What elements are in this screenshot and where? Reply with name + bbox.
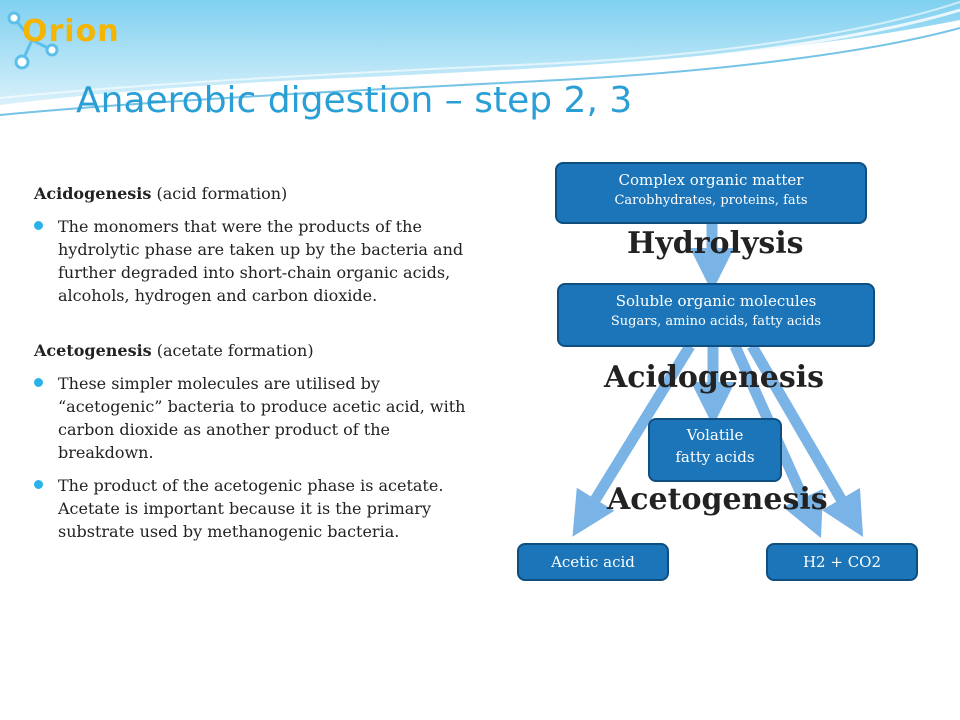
heading-term: Acidogenesis <box>34 184 152 203</box>
box-line2: Carobhydrates, proteins, fats <box>614 193 808 208</box>
heading-paren: (acid formation) <box>151 184 288 203</box>
heading-term: Acetogenesis <box>34 341 152 360</box>
box-complex-organic-matter <box>555 162 867 224</box>
stage-label-hydrolysis: Hydrolysis <box>627 226 804 261</box>
box-line1: Complex organic matter <box>618 171 804 189</box>
box-line1: Soluble organic molecules <box>615 292 817 310</box>
box-label: Acetic acid <box>551 553 635 571</box>
stage-label-acidogenesis: Acidogenesis <box>604 360 825 395</box>
box-acetic-acid <box>517 543 669 581</box>
box-volatile-fatty-acids <box>648 418 782 482</box>
box-label: H2 + CO2 <box>802 553 882 571</box>
heading-paren: (acetate formation) <box>151 341 314 360</box>
box-line1: Volatile <box>686 426 744 444</box>
orion-logo: Orion <box>22 14 120 49</box>
bullet-text: The product of the acetogenic phase is acetate. Acetate is important because it is the primary substrate used by methanogenic bacteria. <box>58 476 444 541</box>
box-line2: Sugars, amino acids, fatty acids <box>610 314 822 329</box>
bullet-text: These simpler molecules are utilised by “acetogenic” bacteria to produce acetic acid, with carbon dioxide as another product of the breakdown. <box>58 374 466 462</box>
box-h2-co2 <box>766 543 918 581</box>
bullet-text: The monomers that were the products of the hydrolytic phase are taken up by the bacteria and further degraded into short-chain organic acids, alcohols, hydrogen and carbon dioxide. <box>58 217 464 305</box>
box-line2: fatty acids <box>675 448 755 466</box>
stage-label-acetogenesis: Acetogenesis <box>607 482 828 517</box>
slide-title: Anaerobic digestion – step 2, 3 <box>76 80 633 121</box>
box-soluble-organic-molecules <box>557 283 875 347</box>
